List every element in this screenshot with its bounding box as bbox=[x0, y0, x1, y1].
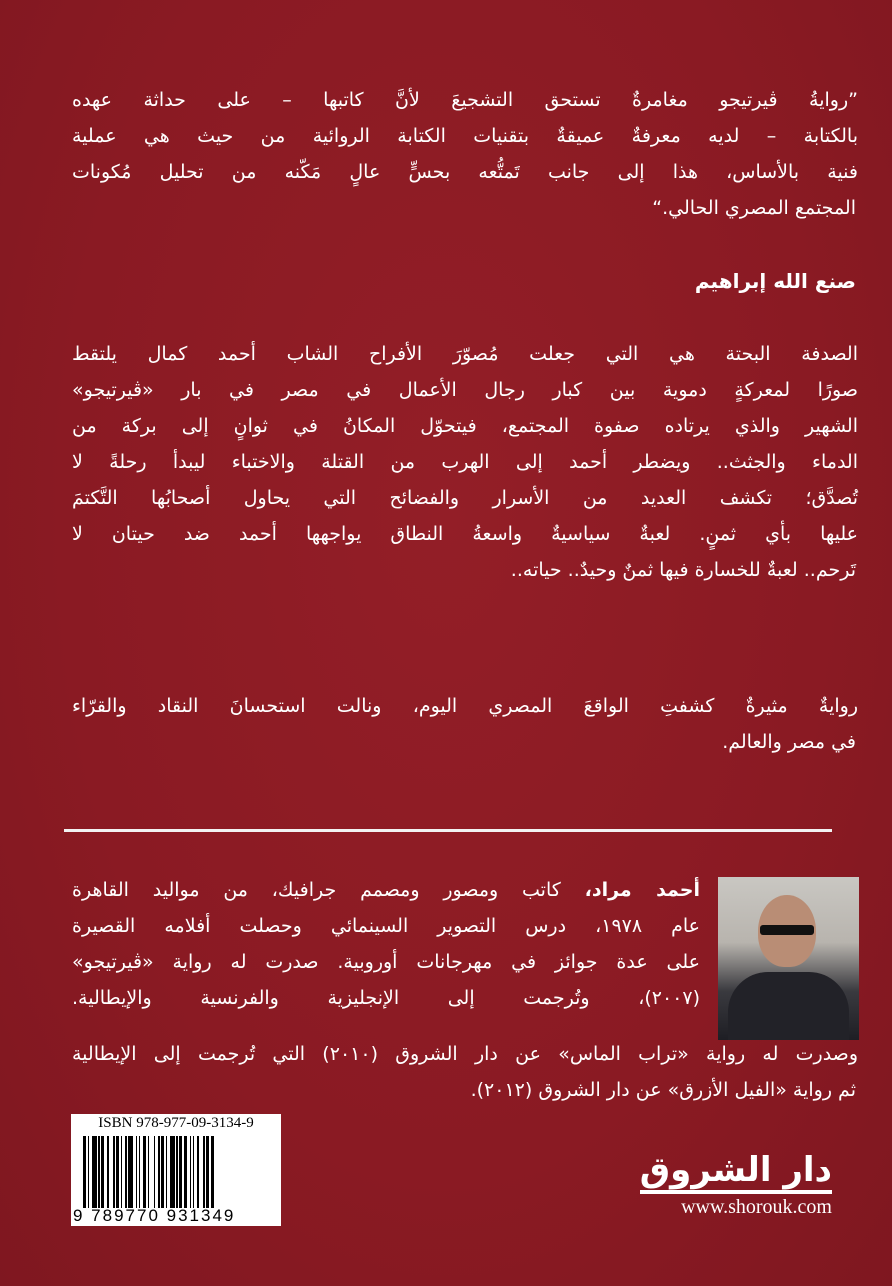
synopsis-line: صورًا لمعركةٍ دموية بين كبار رجال الأعمال في مصر في بار «ڤيرتيجو» bbox=[72, 379, 858, 401]
quote-line: فنية بالأساس، هذا إلى جانب تَمتُّعه بحسٍّ عالٍ مَكّنه من تحليل مُكونات bbox=[72, 161, 858, 183]
author-photo bbox=[718, 877, 859, 1040]
synopsis-line: الصدفة البحتة هي التي جعلت مُصوّرَ الأفراح الشاب أحمد كمال يلتقط bbox=[72, 343, 858, 365]
barcode-bar bbox=[214, 1136, 216, 1208]
bio-text: كاتب ومصور ومصمم جرافيك، من مواليد القاهرة bbox=[72, 879, 561, 901]
author-name: أحمد مراد، bbox=[584, 879, 700, 901]
quote-author: صنع الله إبراهيم bbox=[694, 269, 856, 293]
bio-line: وصدرت له رواية «تراب الماس» عن دار الشروق (٢٠١٠) التي تُرجمت إلى الإيطالية bbox=[72, 1043, 858, 1065]
quote-line: بالكتابة – لديه معرفةٌ عميقةٌ بتقنيات الكتابة الروائية من حيث هي عملية bbox=[72, 125, 858, 147]
synopsis-line: تَرحم.. لعبةٌ للخسارة فيها ثمنٌ وحيدٌ.. حياته.. bbox=[510, 559, 856, 581]
bio-line: عام ١٩٧٨، درس التصوير السينمائي وحصلت أفلامه القصيرة bbox=[72, 915, 700, 937]
synopsis-line: عليها بأي ثمنٍ. لعبةٌ سياسيةٌ واسعةُ النطاق يواجهها أحمد ضد حيتان لا bbox=[72, 523, 858, 545]
divider bbox=[64, 829, 832, 832]
synopsis-line: تُصدَّق؛ تكشف العديد من الأسرار والفضائح التي يحاول أصحابُها التَّكتمَ bbox=[72, 487, 858, 509]
bio-line: (٢٠٠٧)، وتُرجمت إلى الإنجليزية والفرنسية والإيطالية. bbox=[72, 987, 700, 1009]
publisher-url: www.shorouk.com bbox=[681, 1196, 832, 1218]
closing-line: روايةٌ مثيرةٌ كشفتِ الواقعَ المصري اليوم، ونالت استحسانَ النقاد والقرّاء bbox=[72, 695, 858, 717]
synopsis-line: الشهير والذي يرتاده صفوة المجتمع، فيتحوّل المكانُ في ثوانٍ إلى بركة من bbox=[72, 415, 858, 437]
quote-line: المجتمع المصري الحالي.“ bbox=[652, 197, 856, 219]
closing-line: في مصر والعالم. bbox=[722, 731, 856, 753]
isbn-text: ISBN 978-977-09-3134-9 bbox=[98, 1115, 254, 1131]
isbn-barcode bbox=[71, 1114, 281, 1226]
bio-line bbox=[72, 872, 700, 908]
bio-line: ثم رواية «الفيل الأزرق» عن دار الشروق (٢٠١٢). bbox=[470, 1079, 856, 1101]
publisher-logo: دار الشروق bbox=[640, 1150, 832, 1194]
barcode-digits: 9 789770 931349 bbox=[73, 1206, 236, 1225]
barcode-bars bbox=[83, 1136, 269, 1208]
quote-line: ”روايةُ ڤيرتيجو مغامرةٌ تستحق التشجيعَ لأنَّ كاتبها – على حداثة عهده bbox=[72, 89, 858, 111]
synopsis-line: الدماء والجثث.. ويضطر أحمد إلى الهرب من القتلة والاختباء ليبدأ رحلةً لا bbox=[72, 451, 858, 473]
bio-line: على عدة جوائز في مهرجانات أوروبية. صدرت له رواية «ڤيرتيجو» bbox=[72, 951, 700, 973]
